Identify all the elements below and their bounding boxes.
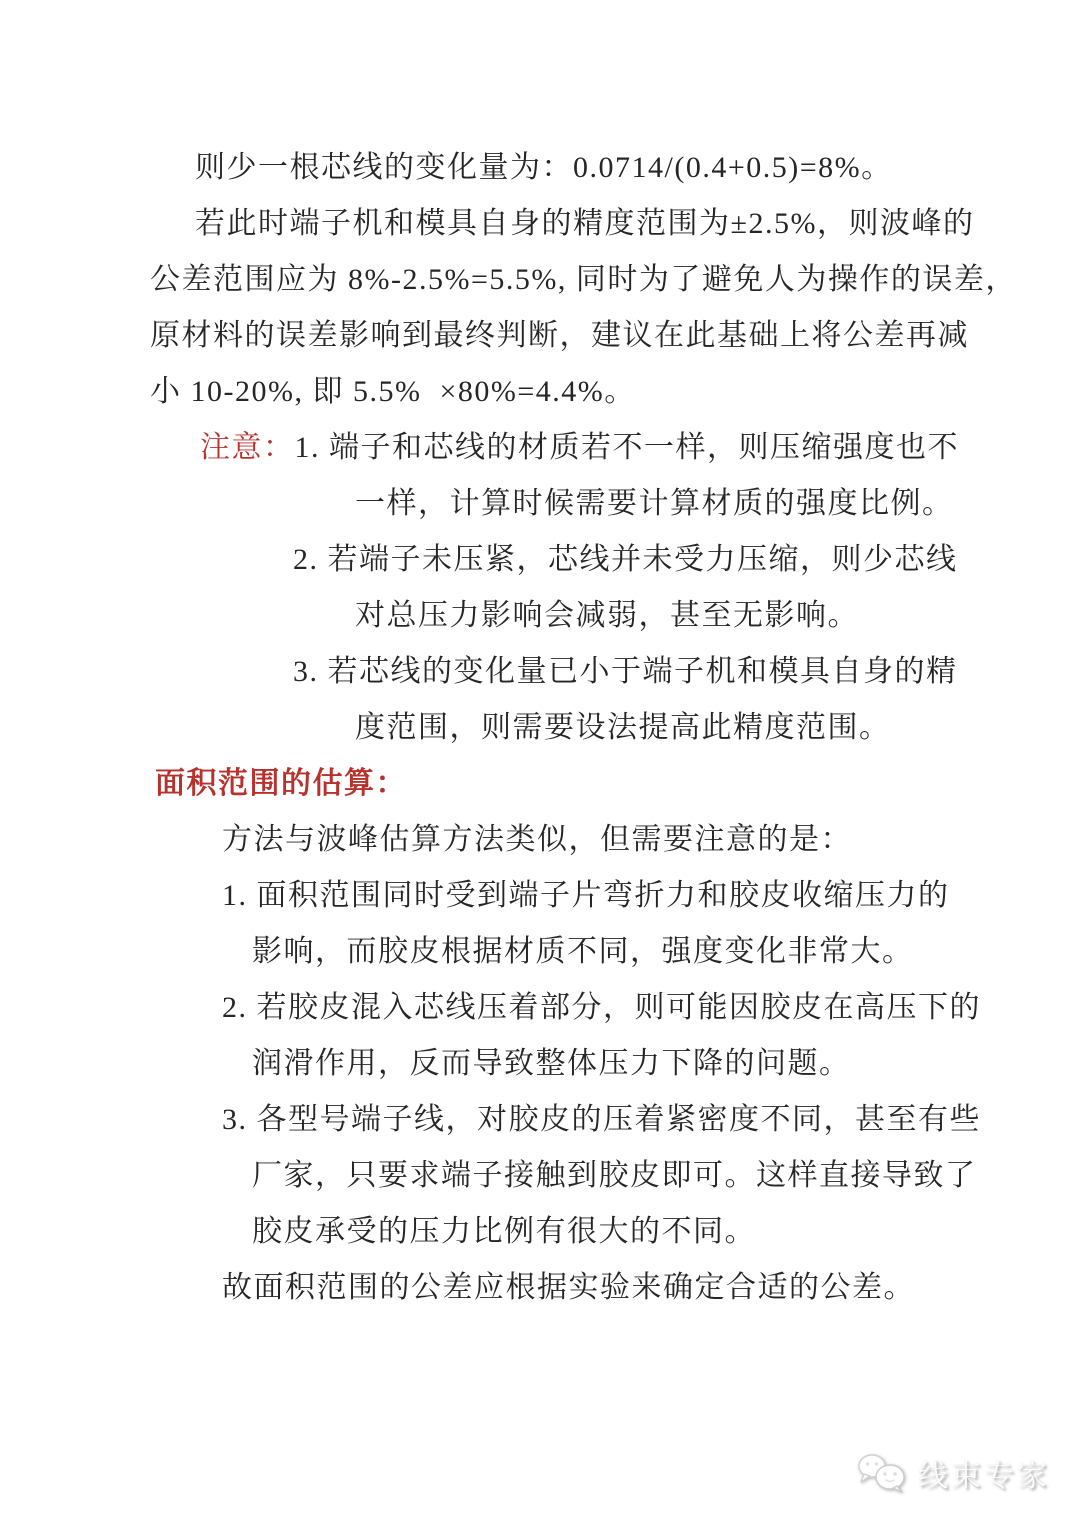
text-segment: 润滑作用，反而导致整体压力下降的问题。 [252,1047,851,1080]
text-segment: 胶皮承受的压力比例有很大的不同。 [252,1215,756,1248]
watermark [856,1451,1050,1495]
text-line [150,252,1017,308]
text-segment: 原材料的误差影响到最终判断，建议在此基础上将公差再减 [150,319,969,352]
text-segment: 1. 端子和芯线的材质若不一样，则压缩强度也不 [294,431,959,464]
text-line [150,980,980,1036]
text-line [150,476,980,532]
text-segment: 方法与波峰估算方法类似，但需要注意的是： [222,823,852,856]
text-line [150,532,980,588]
text-segment-red: 注意： [200,431,295,464]
text-line [150,1260,980,1316]
wechat-icon [856,1453,908,1493]
text-line [150,700,980,756]
text-line [150,588,980,644]
text-line [150,196,980,252]
text-line [150,1148,980,1204]
text-line [150,1036,980,1092]
text-segment: 2. 若胶皮混入芯线压着部分，则可能因胶皮在高压下的 [222,991,981,1024]
text-segment: 一样，计算时候需要计算材质的强度比例。 [355,487,954,520]
text-segment: 则少一根芯线的变化量为：0.0714/(0.4+0.5)=8%。 [195,151,893,184]
text-line [150,644,980,700]
text-line [150,756,980,812]
text-line [150,924,980,980]
text-segment-red: 面积范围的估算： [155,767,407,800]
text-segment: 公差范围应为 8%-2.5%=5.5%, 同时为了避免人为操作的误差， [150,263,1017,296]
text-line [150,868,980,924]
watermark-label: 线束专家 [918,1460,1050,1493]
text-line [150,1204,980,1260]
text-line [150,812,980,868]
text-line [150,1092,980,1148]
text-segment: 影响，而胶皮根据材质不同，强度变化非常大。 [252,935,914,968]
text-segment: 3. 若芯线的变化量已小于端子机和模具自身的精 [293,655,958,688]
text-segment: 1. 面积范围同时受到端子片弯折力和胶皮收缩压力的 [222,879,950,912]
text-line [150,140,980,196]
text-segment: 对总压力影响会减弱，甚至无影响。 [355,599,859,632]
text-segment: 2. 若端子未压紧，芯线并未受力压缩，则少芯线 [293,543,958,576]
text-segment: 3. 各型号端子线，对胶皮的压着紧密度不同，甚至有些 [222,1103,981,1136]
text-line [150,308,980,364]
text-segment: 小 10-20%, 即 5.5% ×80%=4.4%。 [150,375,636,408]
text-line [150,364,980,420]
document-lines [150,140,1017,1316]
text-segment: 厂家，只要求端子接触到胶皮即可。这样直接导致了 [252,1159,977,1192]
text-segment: 故面积范围的公差应根据实验来确定合适的公差。 [222,1271,915,1304]
text-line [150,420,980,476]
text-segment: 度范围，则需要设法提高此精度范围。 [355,711,891,744]
text-segment: 若此时端子机和模具自身的精度范围为±2.5%，则波峰的 [195,207,975,240]
